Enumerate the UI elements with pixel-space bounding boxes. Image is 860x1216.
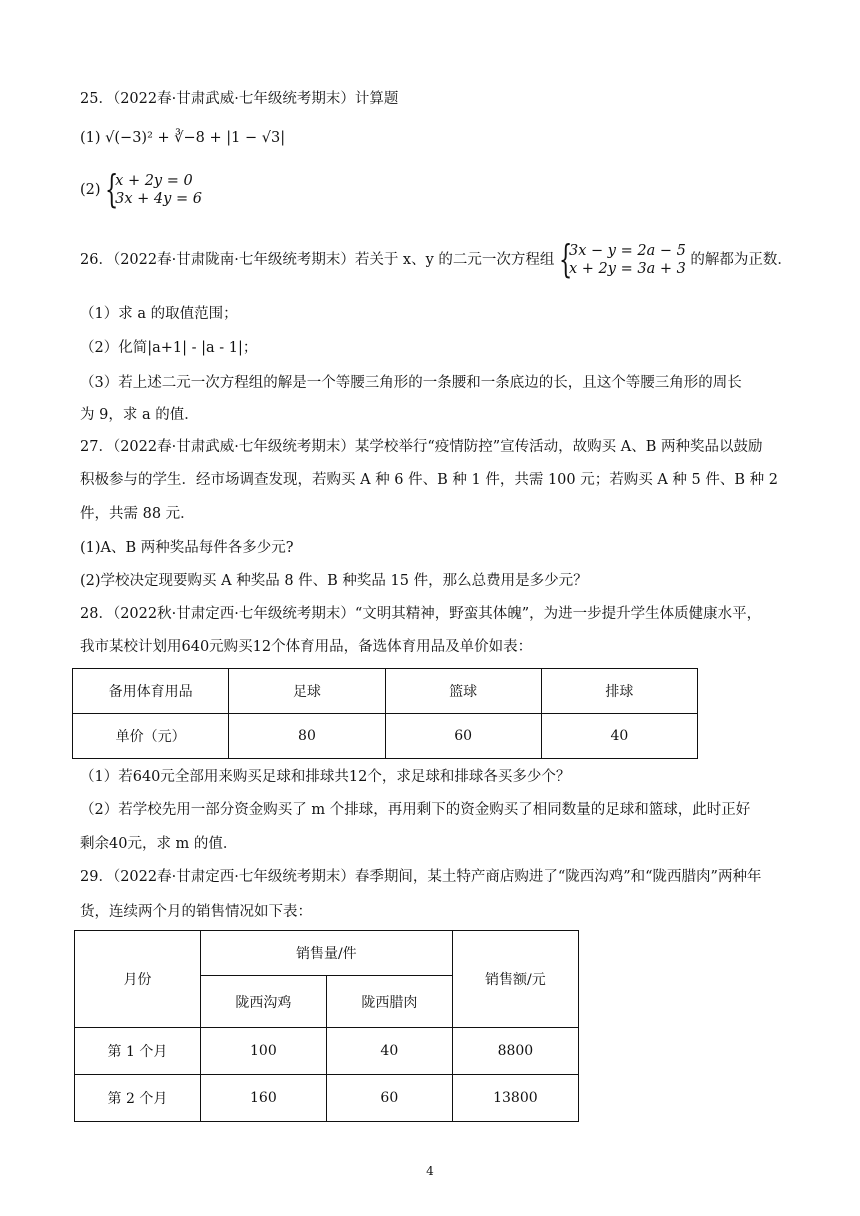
q29-line1: 29．（2022春·甘肃定西·七年级统考期末）春季期间，某土特产商店购进了“陇西沟鸡”和“陇西腊肉”两种年 xyxy=(80,869,762,885)
q28-sub2-line2: 剩余40元，求 m 的值． xyxy=(80,836,238,852)
q25-stem: 25．（2022春·甘肃武威·七年级统考期末）计算题 xyxy=(80,91,399,107)
q26-equation-system xyxy=(559,237,686,281)
q25-op1: + xyxy=(157,130,170,146)
q27-sub1: (1)A、B 两种奖品每件各多少元? xyxy=(80,540,294,556)
q28-sub1: （1）若640元全部用来购买足球和排球共12个，求足球和排球各买多少个？ xyxy=(80,769,571,785)
q25-eq1: x + 2y = 0 xyxy=(115,173,193,189)
price-table-cell: 单价（元） xyxy=(73,714,229,759)
sales-table-item2-header: 陇西腊肉 xyxy=(326,976,452,1028)
sales-table xyxy=(74,930,579,1122)
sales-table-cell: 第 1 个月 xyxy=(75,1028,201,1075)
sales-table-cell: 100 xyxy=(200,1028,326,1075)
q26-sub1: （1）求 a 的取值范围； xyxy=(80,306,238,322)
q26-stem-b: 的解都为正数． xyxy=(690,252,792,268)
q25-part2-label: (2) xyxy=(80,182,101,198)
q25-term-cbrt: ∛−8 xyxy=(174,130,205,146)
q25-op2: + xyxy=(209,130,222,146)
q26-stem xyxy=(80,237,792,281)
q28-line1: 28．（2022秋·甘肃定西·七年级统考期末）“文明其精神，野蛮其体魄”，为进一步提升学生体质健康水平， xyxy=(80,606,762,622)
q26-eq2: x + 2y = 3a + 3 xyxy=(569,261,686,277)
sales-table-cell: 60 xyxy=(326,1075,452,1122)
q25-part1 xyxy=(80,128,285,148)
sales-table-cell: 13800 xyxy=(452,1075,578,1122)
page-number: 4 xyxy=(426,1164,434,1178)
q25-part1-label: (1) xyxy=(80,130,101,146)
price-table-cell: 60 xyxy=(385,714,541,759)
price-table xyxy=(72,668,698,759)
q28-line2: 我市某校计划用640元购买12个体育用品，备选体育用品及单价如表： xyxy=(80,639,533,655)
q25-term-sqrt: √(−3)² xyxy=(105,130,153,146)
q25-equation-system xyxy=(105,167,202,211)
price-table-row xyxy=(73,714,698,759)
q25-part2 xyxy=(80,167,202,211)
price-table-cell: 40 xyxy=(541,714,697,759)
sales-table-row xyxy=(75,1075,579,1122)
q27-line3: 件，共需 88 元． xyxy=(80,506,195,522)
price-table-header-cell: 备用体育用品 xyxy=(73,669,229,714)
left-brace-icon: { xyxy=(105,167,119,211)
sales-table-amount-header: 销售额/元 xyxy=(452,931,578,1028)
q27-line1: 27．（2022春·甘肃武威·七年级统考期末）某学校举行“疫情防控”宣传活动，故购买 A、B 两种奖品以鼓励 xyxy=(80,439,763,455)
sales-table-header-row xyxy=(75,931,579,976)
sales-table-cell: 8800 xyxy=(452,1028,578,1075)
price-table-header-cell: 足球 xyxy=(229,669,385,714)
price-table-cell: 80 xyxy=(229,714,385,759)
q29-line2: 货，连续两个月的销售情况如下表： xyxy=(80,904,312,920)
q26-sub3-line2: 为 9，求 a 的值． xyxy=(80,407,199,423)
q28-sub2-line1: （2）若学校先用一部分资金购买了 m 个排球，再用剩下的资金购买了相同数量的足球和篮球，此时正好 xyxy=(80,802,751,818)
q26-stem-a: 26．（2022春·甘肃陇南·七年级统考期末）若关于 x、y 的二元一次方程组 xyxy=(80,252,555,268)
q25-term-abs: |1 − √3| xyxy=(226,130,286,146)
price-table-header-cell: 篮球 xyxy=(385,669,541,714)
sales-table-qty-header: 销售量/件 xyxy=(200,931,452,976)
sales-table-cell: 40 xyxy=(326,1028,452,1075)
q26-sub3-line1: （3）若上述二元一次方程组的解是一个等腰三角形的一条腰和一条底边的长，且这个等腰三角形的周长 xyxy=(80,375,742,391)
sales-table-cell: 160 xyxy=(200,1075,326,1122)
sales-table-cell: 第 2 个月 xyxy=(75,1075,201,1122)
q25-eq2: 3x + 4y = 6 xyxy=(115,191,202,207)
price-table-header-row xyxy=(73,669,698,714)
q26-sub2: （2）化简|a+1| - |a - 1|； xyxy=(80,340,258,356)
sales-table-row xyxy=(75,1028,579,1075)
sales-table-item1-header: 陇西沟鸡 xyxy=(200,976,326,1028)
price-table-header-cell: 排球 xyxy=(541,669,697,714)
left-brace-icon: { xyxy=(559,237,573,281)
sales-table-month-header: 月份 xyxy=(75,931,201,1028)
q27-sub2: (2)学校决定现要购买 A 种奖品 8 件、B 种奖品 15 件，那么总费用是多少元？ xyxy=(80,573,588,589)
q27-line2: 积极参与的学生．经市场调查发现，若购买 A 种 6 件、B 种 1 件，共需 100 元；若购买 A 种 5 件、B 种 2 xyxy=(80,472,778,488)
q26-eq1: 3x − y = 2a − 5 xyxy=(569,243,686,259)
